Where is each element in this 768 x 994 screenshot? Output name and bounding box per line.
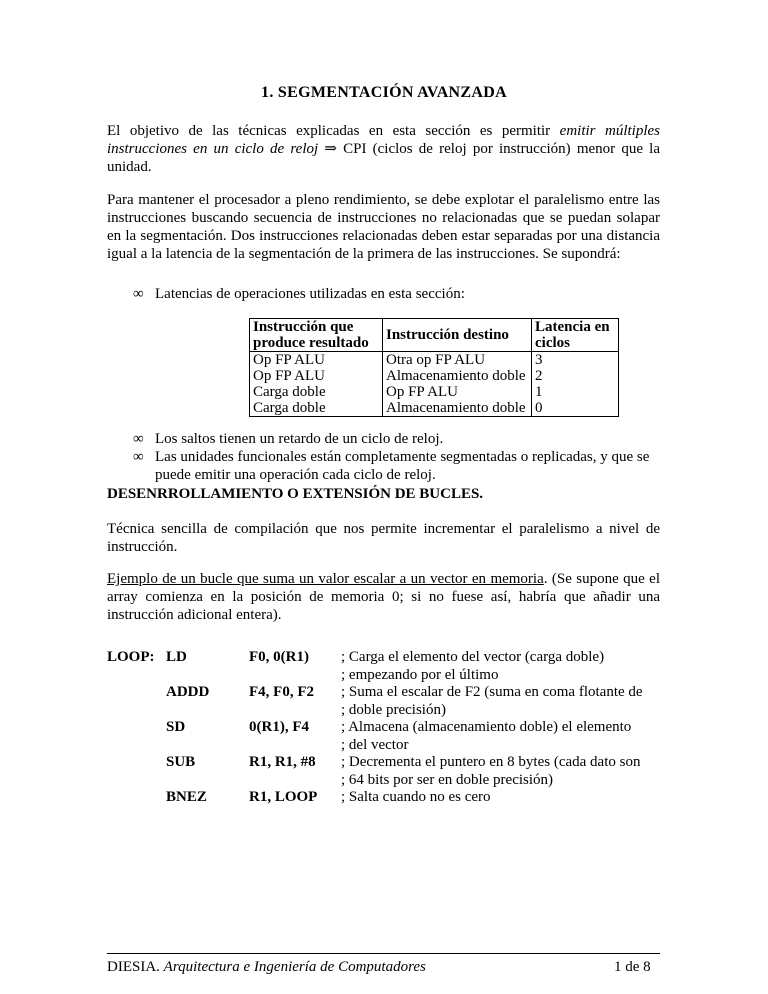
footer-course	[107, 959, 426, 976]
table-row	[250, 400, 619, 417]
intro-text-a: El objetivo de las técnicas explicadas en esta sección es permitir	[107, 123, 560, 139]
code-args: R1, LOOP	[249, 789, 318, 805]
footer-org: DIESIA.	[107, 959, 160, 975]
code-op: ADDD	[166, 684, 210, 700]
code-op: LD	[166, 649, 187, 665]
example-paragraph	[107, 570, 660, 624]
intro-text-b: CPI (ciclos de reloj por instrucción) menor que la unidad.	[107, 141, 660, 175]
section-heading-unrolling: DESENRROLLAMIENTO O EXTENSIÓN DE BUCLES.	[107, 486, 484, 502]
bullet-symbol: ∞	[133, 431, 144, 447]
code-comment: ; Suma el escalar de F2 (suma en coma flotante de	[341, 684, 643, 700]
code-comment: ; empezando por el último	[341, 667, 499, 683]
code-op: BNEZ	[166, 789, 207, 805]
example-text: . (Se supone que el array comienza en la posición de memoria 0; si no fuese así, habría que añadir una instrucción adicional entera).	[107, 571, 660, 623]
cell-producer: Op FP ALU	[250, 352, 383, 369]
code-args: 0(R1), F4	[249, 719, 309, 735]
footer-course-name: Arquitectura e Ingeniería de Computadores	[163, 959, 426, 975]
implies-arrow: ⇒	[324, 141, 337, 157]
cell-latency: 2	[532, 368, 619, 384]
code-args: R1, R1, #8	[249, 754, 316, 770]
header-producer: Instrucción que produce resultado	[250, 319, 383, 352]
cell-producer: Carga doble	[250, 400, 383, 417]
code-comment: ; doble precisión)	[341, 702, 446, 718]
table-row	[250, 368, 619, 384]
code-op: SUB	[166, 754, 196, 770]
cell-latency: 1	[532, 384, 619, 400]
loop-label: LOOP:	[107, 649, 155, 665]
code-op: SD	[166, 719, 186, 735]
code-comment: ; Carga el elemento del vector (carga doble)	[341, 649, 605, 665]
code-args: F0, 0(R1)	[249, 649, 309, 665]
cell-producer: Carga doble	[250, 384, 383, 400]
performance-paragraph: Para mantener el procesador a pleno rendimiento, se debe explotar el paralelismo entre las instrucciones buscando secuencia de instrucciones no relacionadas que se puedan solapar en la segmentación. Dos instrucciones relacionadas deben estar separadas por una distancia igual a la latencia de la segmentación de la primera de las instrucciones. Se supondrá:	[107, 192, 660, 262]
bullet-symbol: ∞	[133, 449, 144, 465]
cell-destination: Op FP ALU	[383, 384, 532, 400]
technique-paragraph: Técnica sencilla de compilación que nos permite incrementar el paralelismo a nivel de instrucción.	[107, 521, 660, 555]
code-comment: ; Almacena (almacenamiento doble) el elemento	[341, 719, 632, 735]
bullet-units-text: Las unidades funcionales están completamente segmentadas o replicadas, y que se puede emitir una operación cada ciclo de reloj.	[155, 449, 650, 483]
example-title: Ejemplo de un bucle que suma un valor escalar a un vector en memoria	[107, 571, 544, 587]
header-latency: Latencia en ciclos	[532, 319, 619, 352]
code-comment: ; del vector	[341, 737, 409, 753]
intro-paragraph	[107, 122, 660, 176]
cell-destination: Almacenamiento doble	[383, 368, 532, 384]
code-comment: ; Salta cuando no es cero	[341, 789, 491, 805]
cell-producer: Op FP ALU	[250, 368, 383, 384]
code-comment: ; Decrementa el puntero en 8 bytes (cada dato son	[341, 754, 641, 770]
table-row	[250, 352, 619, 369]
latency-table	[249, 318, 619, 417]
header-destination: Instrucción destino	[383, 319, 532, 352]
latency-table-header	[250, 319, 619, 352]
cell-latency: 3	[532, 352, 619, 369]
footer-divider	[107, 953, 660, 954]
code-comment: ; 64 bits por ser en doble precisión)	[341, 772, 554, 788]
section-title: 1. SEGMENTACIÓN AVANZADA	[261, 84, 507, 101]
intro-emphasis: emitir múltiples instrucciones en un ciclo de reloj	[107, 123, 660, 157]
table-row	[250, 384, 619, 400]
cell-latency: 0	[532, 400, 619, 417]
cell-destination: Almacenamiento doble	[383, 400, 532, 417]
cell-destination: Otra op FP ALU	[383, 352, 532, 369]
bullet-symbol: ∞	[133, 286, 144, 302]
page-number: 1 de 8	[614, 959, 651, 975]
bullet-branches-text: Los saltos tienen un retardo de un ciclo de reloj.	[155, 431, 444, 447]
bullet-latencies-text: Latencias de operaciones utilizadas en esta sección:	[155, 286, 465, 302]
code-args: F4, F0, F2	[249, 684, 314, 700]
